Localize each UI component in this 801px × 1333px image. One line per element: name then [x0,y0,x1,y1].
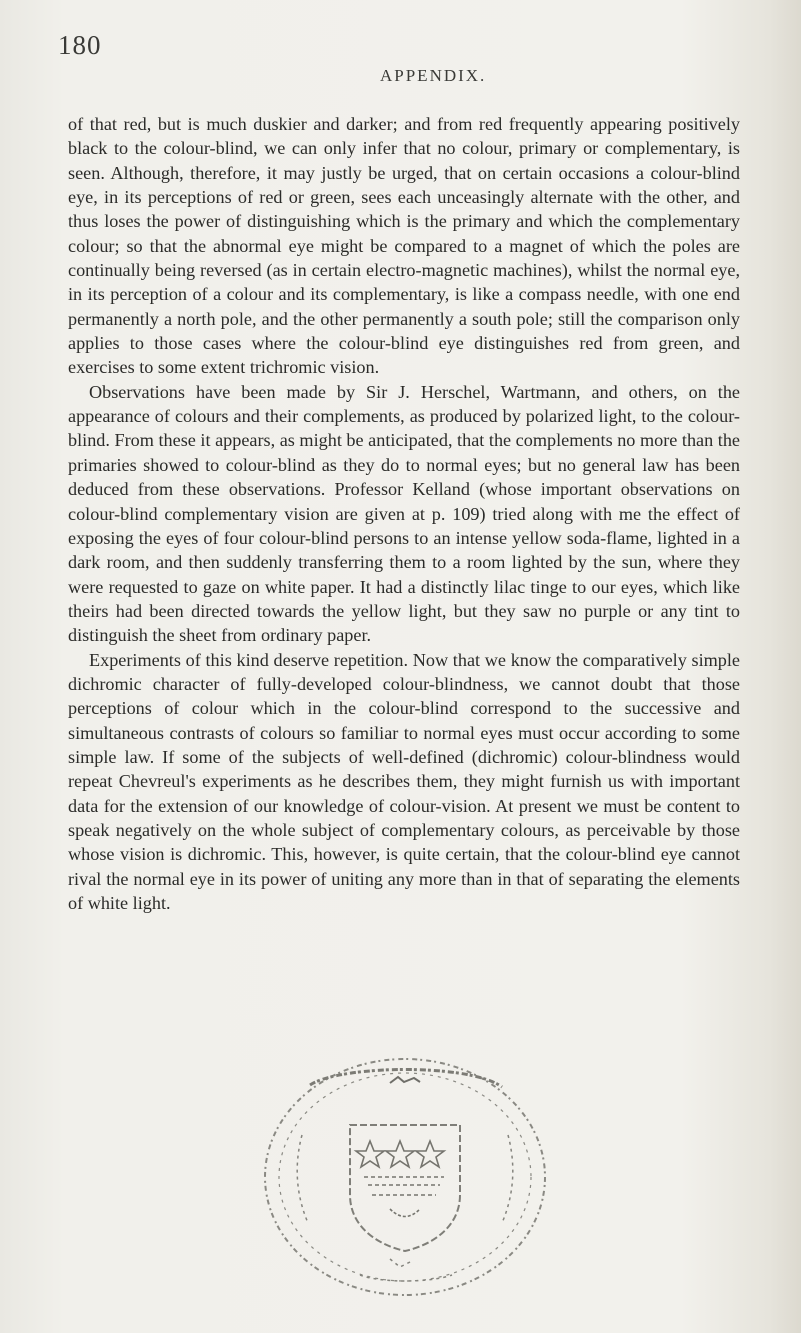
paragraph-2: Observations have been made by Sir J. Herschel, Wartmann, and others, on the appearance of colours and their complements, as produced by polarized light, to the colour-blind. From these it appears, as might be anticipated, that the complements no more than the primaries showed to colour-blind as they do to normal eyes; but no general law has been deduced from these observations. Professor Kelland (whose important observations on colour-blind complementary vision are given at p. 109) tried along with me the effect of exposing the eyes of four colour-blind persons to an intense yellow soda-flame, lighted in a dark room, and then suddenly transferring them to a room lighted by the sun, where they were requested to gaze on white paper. It had a distinctly lilac tinge to our eyes, which like theirs had been directed towards the yellow light, but they saw no purple or any tint to distinguish the sheet from ordinary paper. [68,381,740,646]
page-number: 180 [58,30,102,60]
paragraph-1: of that red, but is much duskier and darker; and from red frequently appearing positively black to the colour-blind, we can only infer that no colour, primary or complementary, is seen. Although, therefore, it may justly be urged, that on certain occasions a colour-blind eye, in its perceptions of red or green, sees each unceasingly alternate with the other, and thus loses the power of distinguishing which is the primary and which the complementary colour; so that the abnormal eye might be compared to a magnet of which the poles are continually being reversed (as in certain electro-magnetic machines), whilst the normal eye, in its perception of a colour and its complementary, is like a compass needle, with one end permanently a north pole, and the other permanently a south pole; still the comparison only applies to those cases where the colour-blind eye distinguishes red from green, and exercises to some extent trichromic vision. [68,114,740,378]
paragraph-3: Experiments of this kind deserve repetition. Now that we know the comparatively simple dichromic character of fully-developed colour-blindness, we cannot doubt that those perceptions of colour which in the colour-blind correspond to the successive and simultaneous contrasts of colours so familiar to normal eyes must occur according to some simple law. If some of the subjects of well-defined (dichromic) colour-blindness would repeat Chevreul's experiments as he describes them, they might furnish us with important data for the extension of our knowledge of colour-vision. At present we must be content to speak negatively on the whole subject of complementary colours, as perceivable by those whose vision is dichromic. This, however, is quite certain, that the colour-blind eye cannot rival the normal eye in its power of uniting any more than in that of separating the elements of white light. [68,649,740,913]
body-text [68,112,740,915]
library-seal-icon [240,1045,570,1310]
running-title: APPENDIX. [380,66,487,85]
